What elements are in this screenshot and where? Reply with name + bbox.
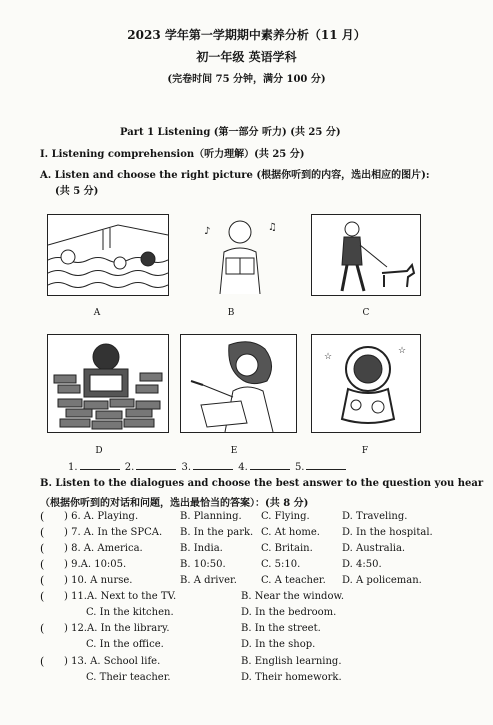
svg-text:☆: ☆ <box>398 346 407 356</box>
option-d: D. Traveling. <box>342 511 408 522</box>
answer-blank-3[interactable] <box>193 469 233 470</box>
option-c: C. Britain. <box>261 543 313 554</box>
option-b: B. Near the window. <box>241 591 345 602</box>
answer-paren[interactable]: ( <box>40 574 45 587</box>
svg-text:♫: ♫ <box>268 222 277 233</box>
option-c: C. Their teacher. <box>86 672 171 683</box>
grade-subject: 初一年级 英语学科 <box>196 50 297 64</box>
answer-paren[interactable]: ( <box>40 622 45 635</box>
question-10: ) 10. A nurse. <box>64 575 133 586</box>
option-d: D. A policeman. <box>342 575 422 586</box>
option-d: D. In the hospital. <box>342 527 433 538</box>
svg-text:♪: ♪ <box>204 226 211 237</box>
picture-letter: F <box>361 446 369 456</box>
exam-time-note: (完卷时间 75 分钟，满分 100 分) <box>167 74 326 85</box>
answer-blanks <box>68 462 348 473</box>
blank-label: 3. <box>181 462 192 473</box>
question-8: ) 8. A. America. <box>64 543 143 554</box>
man-walking-dog-icon <box>311 214 421 296</box>
answer-blank-4[interactable] <box>250 469 290 470</box>
answer-blank-1[interactable] <box>80 469 120 470</box>
question-7: ) 7. A. In the SPCA. <box>64 527 163 538</box>
option-b: B. In the street. <box>241 623 321 634</box>
answer-paren[interactable]: ( <box>40 558 45 571</box>
svg-text:☆: ☆ <box>324 352 333 362</box>
answer-paren[interactable]: ( <box>40 510 45 523</box>
option-c: C. 5:10. <box>261 559 301 570</box>
reading-among-books-icon <box>47 334 169 433</box>
blank-label: 1. <box>68 462 78 473</box>
astronaut-icon <box>311 334 421 433</box>
option-c: C. At home. <box>261 527 320 538</box>
option-b: B. A driver. <box>180 575 237 586</box>
section-a-score: (共 5 分) <box>55 186 99 197</box>
question-11: ) 11.A. Next to the TV. <box>64 591 177 602</box>
exam-title: 2023 学年第一学期期中素养分析（11 月） <box>127 28 366 42</box>
swimming-pool-icon <box>47 214 169 296</box>
picture-letter: B <box>227 308 235 318</box>
singing-man-icon <box>180 214 300 294</box>
option-d: D. In the bedroom. <box>241 607 337 618</box>
question-6: ) 6. A. Playing. <box>64 511 139 522</box>
blank-label: 5. <box>294 462 305 473</box>
question-12: ) 12.A. In the library. <box>64 623 170 634</box>
option-c: C. In the office. <box>86 639 164 650</box>
option-b: B. Planning. <box>180 511 242 522</box>
woman-drawing-icon <box>180 334 297 433</box>
picture-letter: D <box>95 446 103 456</box>
option-d: D. Their homework. <box>241 672 342 683</box>
answer-blank-5[interactable] <box>306 469 346 470</box>
question-13: ) 13. A. School life. <box>64 656 161 667</box>
section-a-title: A. Listen and choose the right picture (根据你听到的内容，选出相应的图片): <box>40 170 430 181</box>
option-c: C. A teacher. <box>261 575 326 586</box>
blank-label: 2. <box>124 462 135 473</box>
part-title: Part 1 Listening (第一部分 听力) (共 25 分) <box>120 127 341 138</box>
question-9: ) 9.A. 10:05. <box>64 559 127 570</box>
picture-letter: A <box>93 308 101 318</box>
option-d: D. 4:50. <box>342 559 382 570</box>
option-b: B. 10:50. <box>180 559 226 570</box>
option-d: D. Australia. <box>342 543 406 554</box>
blank-label: 4. <box>238 462 248 473</box>
picture-letter: C <box>362 308 370 318</box>
section-b-subtitle: （根据你听到的对话和问题，选出最恰当的答案）：(共 8 分) <box>40 498 309 509</box>
option-b: B. English learning. <box>241 656 342 667</box>
option-c: C. Flying. <box>261 511 310 522</box>
picture-letter: E <box>230 446 238 456</box>
option-b: B. In the park. <box>180 527 254 538</box>
answer-paren[interactable]: ( <box>40 526 45 539</box>
option-d: D. In the shop. <box>241 639 316 650</box>
option-c: C. In the kitchen. <box>86 607 174 618</box>
answer-paren[interactable]: ( <box>40 655 45 668</box>
section-title: I. Listening comprehension（听力理解）(共 25 分) <box>40 149 305 160</box>
option-b: B. India. <box>180 543 223 554</box>
section-b-title: B. Listen to the dialogues and choose the best answer to the question you hear <box>40 478 484 489</box>
answer-paren[interactable]: ( <box>40 542 45 555</box>
answer-blank-2[interactable] <box>136 469 176 470</box>
answer-paren[interactable]: ( <box>40 590 45 603</box>
